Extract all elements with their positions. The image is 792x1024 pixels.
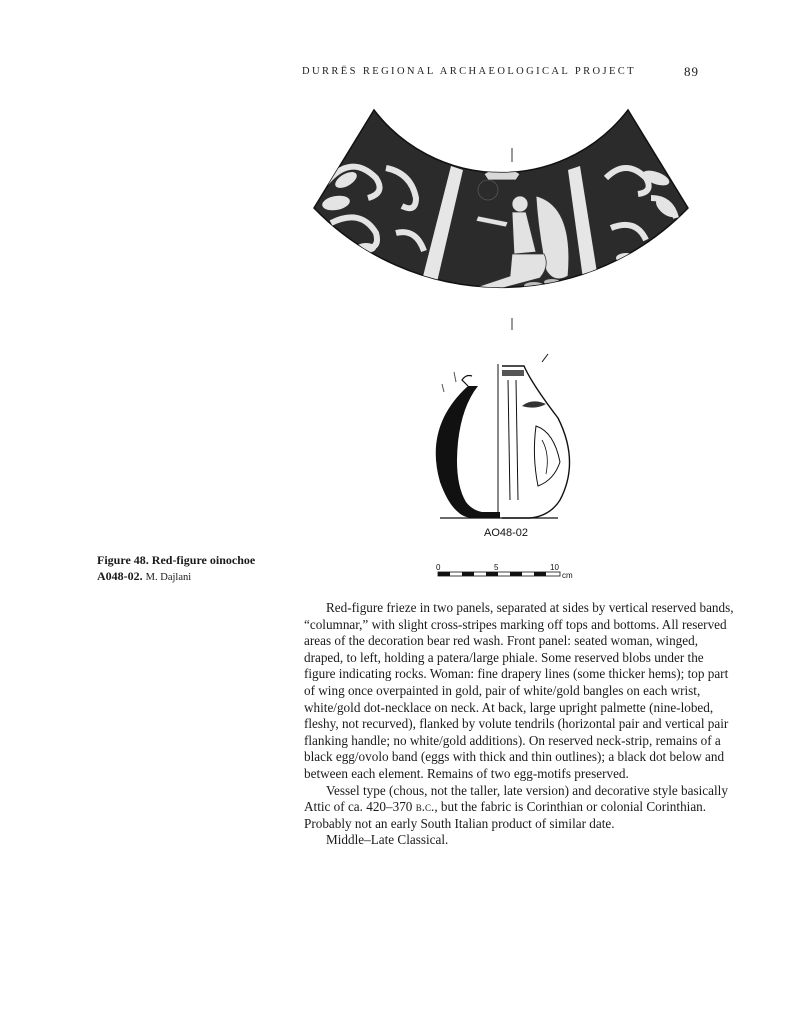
figure-caption — [97, 552, 287, 586]
specimen-label: AO48-02 — [484, 527, 529, 539]
paragraph-description: Red-figure frieze in two panels, separated at sides by vertical reserved bands, “columnar,” with slight cross-stripes marking off tops and bottoms. All reserved areas of the decoration bear red wash. Front panel: seated woman, winged, draped, to left, holding a patera/large phiale. Some reserved blobs under the figure indicating rocks. Woman: fine drapery lines (some thicker hems); top part of wing once overpainted in gold, pair of white/gold bangles on each wrist, white/gold dot-necklace on neck. At back, large upright palmette (nine-lobed, fleshy, not recurved), flanked by volute tendrils (horizontal pair and vertical pair flanking handle; no white/gold additions). On reserved neck-strip, remains of a black egg/ovolo band (eggs with thick and thin outlines); a black dot below and between each element. Remains of two egg-motifs preserved. — [304, 600, 734, 781]
paragraph-date: Middle–Late Classical. — [326, 832, 449, 848]
scale-bar — [436, 563, 573, 580]
scale-unit: cm — [562, 571, 573, 580]
running-header: DURRËS REGIONAL ARCHAEOLOGICAL PROJECT — [302, 66, 636, 77]
profile-drawing — [428, 340, 598, 580]
body-text — [304, 600, 736, 849]
paragraph-vessel-type-text: Vessel type (chous, not the taller, late version) and decorative style basically Attic of ca. 420–370 — [304, 782, 728, 815]
era-abbrev: b.c. — [415, 799, 435, 815]
caption-title: Figure 48. Red-figure oinochoe A048-02. — [97, 553, 256, 583]
frieze-photo — [306, 108, 696, 333]
scale-tick-5: 5 — [494, 563, 499, 572]
caption-credit: M. Dajlani — [145, 572, 192, 583]
paragraph-vessel-type — [304, 783, 736, 833]
vessel-profile-section — [436, 386, 500, 518]
page-number: 89 — [684, 64, 699, 79]
scale-tick-0: 0 — [436, 563, 441, 572]
paragraph-vessel-type-rest: , but the fabric is Corinthian or colonial Corinthian. Probably not an early South Italian product of similar date. — [304, 799, 707, 831]
vessel-exterior-outline — [502, 366, 570, 518]
scale-tick-10: 10 — [550, 563, 559, 572]
